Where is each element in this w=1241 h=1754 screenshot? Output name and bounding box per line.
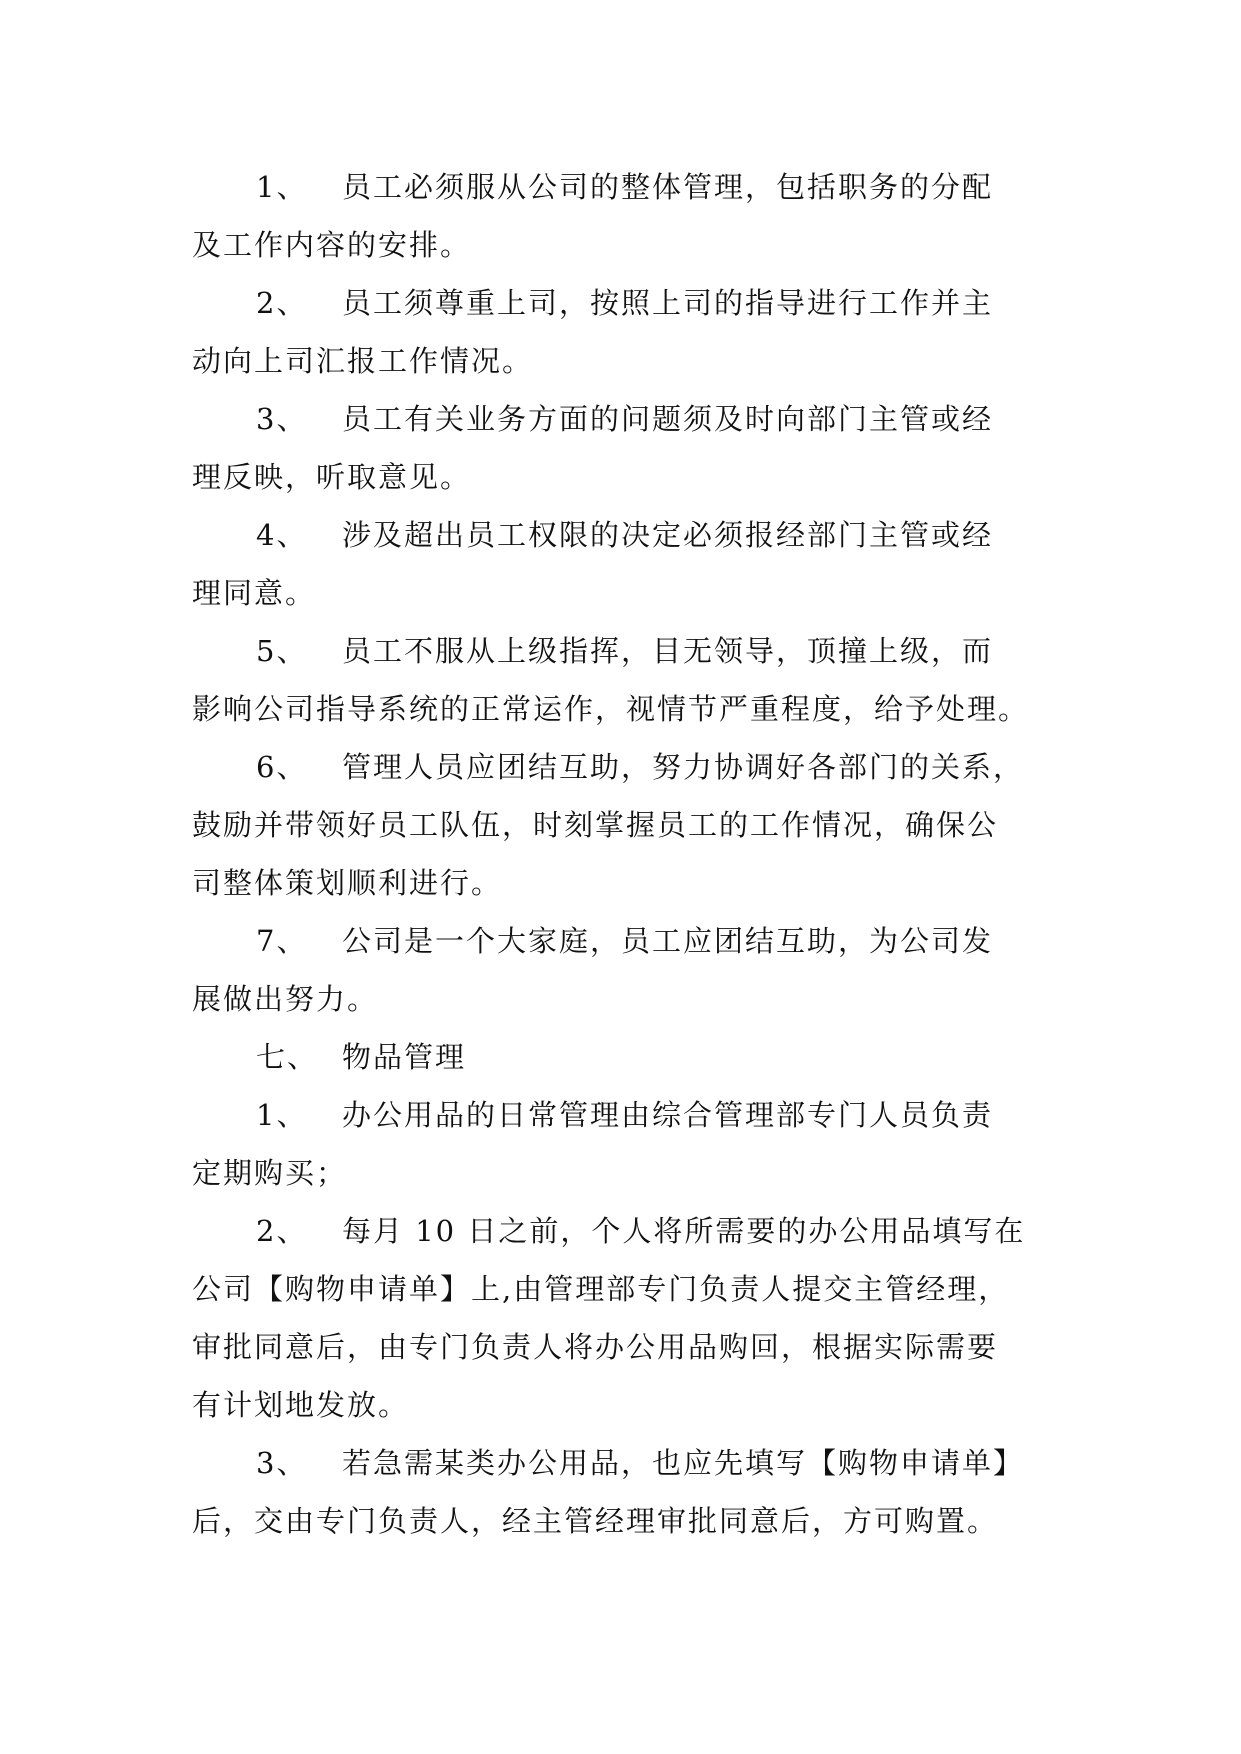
line-text: 涉及超出员工权限的决定必须报经部门主管或经 xyxy=(342,518,994,552)
line-text: 动向上司汇报工作情况。 xyxy=(192,344,534,378)
paragraph-line xyxy=(192,738,1062,796)
paragraph-line xyxy=(192,216,1062,274)
paragraph-line xyxy=(192,1492,1062,1550)
paragraph-line xyxy=(192,796,1062,854)
item-number: 7、 xyxy=(256,924,308,958)
paragraph-line xyxy=(192,506,1062,564)
line-text: 鼓励并带领好员工队伍，时刻掌握员工的工作情况，确保公 xyxy=(192,808,999,842)
item-number: 6、 xyxy=(256,750,308,784)
item-number: 5、 xyxy=(256,634,308,668)
item-number: 2、 xyxy=(256,1214,308,1248)
item-number: 3、 xyxy=(256,402,308,436)
paragraph-line xyxy=(192,158,1062,216)
paragraph-line xyxy=(192,970,1062,1028)
paragraph-line xyxy=(192,1202,1062,1260)
paragraph-line xyxy=(192,390,1062,448)
line-text: 及工作内容的安排。 xyxy=(192,228,472,262)
line-text: 理同意。 xyxy=(192,576,317,610)
section-number: 七、 xyxy=(256,1040,319,1074)
line-text: 员工必须服从公司的整体管理，包括职务的分配 xyxy=(342,170,994,204)
line-text: 公司【购物申请单】上,由管理部专门负责人提交主管经理， xyxy=(192,1272,1010,1306)
paragraph-line xyxy=(192,1434,1062,1492)
section-heading xyxy=(192,1028,1062,1086)
paragraph-line xyxy=(192,1260,1062,1318)
paragraph-line xyxy=(192,680,1062,738)
paragraph-line xyxy=(192,448,1062,506)
body-text xyxy=(192,158,1062,1550)
paragraph-line xyxy=(192,854,1062,912)
line-text: 定期购买； xyxy=(192,1156,348,1190)
paragraph-line xyxy=(192,1376,1062,1434)
item-number: 3、 xyxy=(256,1446,308,1480)
line-text: 若急需某类办公用品，也应先填写【购物申请单】 xyxy=(342,1446,1025,1480)
line-text: 理反映，听取意见。 xyxy=(192,460,472,494)
paragraph-line xyxy=(192,912,1062,970)
paragraph-line xyxy=(192,564,1062,622)
line-text: 管理人员应团结互助，努力协调好各部门的关系， xyxy=(342,750,1025,784)
line-text: 有计划地发放。 xyxy=(192,1388,410,1422)
line-text: 办公用品的日常管理由综合管理部专门人员负责 xyxy=(342,1098,994,1132)
paragraph-line xyxy=(192,1144,1062,1202)
item-number: 2、 xyxy=(256,286,308,320)
item-number: 4、 xyxy=(256,518,308,552)
line-text: 员工有关业务方面的问题须及时向部门主管或经 xyxy=(342,402,994,436)
line-text: 每月 10 日之前，个人将所需要的办公用品填写在 xyxy=(342,1214,1026,1248)
paragraph-line xyxy=(192,274,1062,332)
line-text: 展做出努力。 xyxy=(192,982,379,1016)
line-text: 后，交由专门负责人，经主管经理审批同意后，方可购置。 xyxy=(192,1504,999,1538)
paragraph-line xyxy=(192,1086,1062,1144)
paragraph-line xyxy=(192,622,1062,680)
line-text: 员工须尊重上司，按照上司的指导进行工作并主 xyxy=(342,286,994,320)
line-text: 司整体策划顺利进行。 xyxy=(192,866,503,900)
line-text: 公司是一个大家庭，员工应团结互助，为公司发 xyxy=(342,924,994,958)
line-text: 员工不服从上级指挥，目无领导，顶撞上级，而 xyxy=(342,634,994,668)
line-text: 影响公司指导系统的正常运作，视情节严重程度，给予处理。 xyxy=(192,692,1030,726)
item-number: 1、 xyxy=(256,170,308,204)
section-title: 物品管理 xyxy=(342,1040,467,1074)
line-text: 审批同意后，由专门负责人将办公用品购回，根据实际需要 xyxy=(192,1330,999,1364)
paragraph-line xyxy=(192,332,1062,390)
paragraph-line xyxy=(192,1318,1062,1376)
item-number: 1、 xyxy=(256,1098,308,1132)
